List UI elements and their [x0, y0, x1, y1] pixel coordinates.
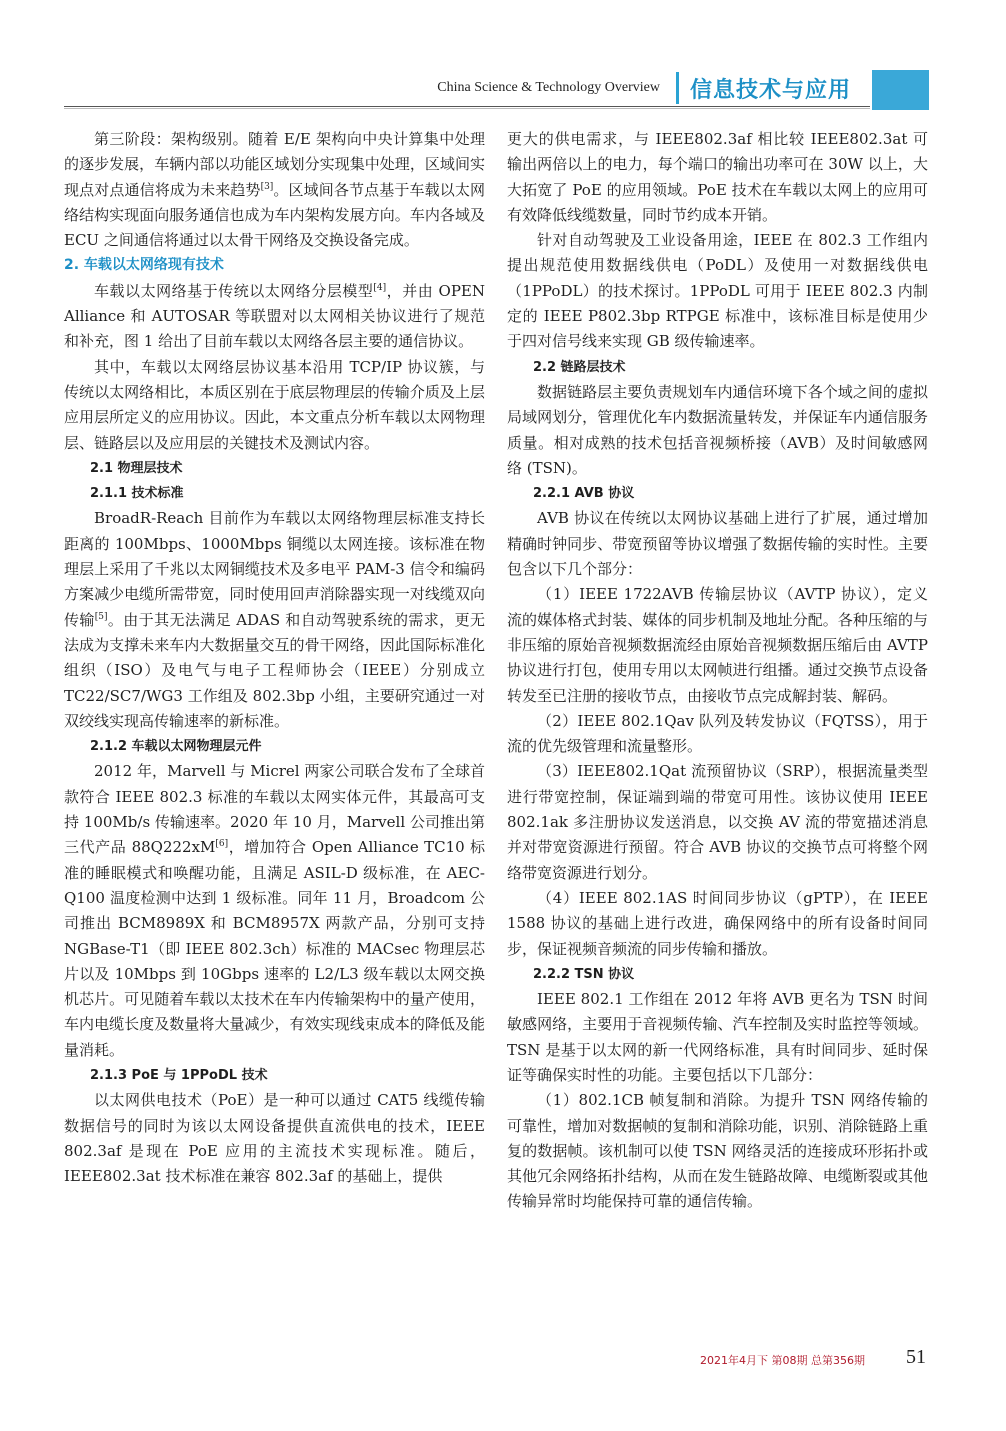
header-separator	[676, 72, 679, 104]
header-rule	[64, 106, 870, 107]
citation-ref: [4]	[373, 282, 387, 293]
right-column	[507, 127, 928, 1215]
subsection-heading: 2.1.3 PoE 与 1PPoDL 技术	[90, 1067, 268, 1083]
subsection-heading: 2.2.1 AVB 协议	[533, 486, 635, 502]
journal-title-en: China Science & Technology Overview	[437, 80, 660, 95]
paragraph	[507, 1088, 928, 1214]
paragraph	[507, 582, 928, 708]
paragraph-text: （2）IEEE 802.1Qav 队列及转发协议（FQTSS），用于流的优先级管理和流量整形。	[507, 711, 928, 756]
paragraph	[64, 506, 485, 734]
header-accent-block	[872, 70, 929, 110]
paragraph-text: 。区域间各节点基于车载以太网络结构实现面向服务通信也成为车内架构发展方向。车内各域及 ECU 之间通信将通过以太骨干网络及交换设备完成。	[64, 180, 485, 250]
paragraph-text: 第三阶段：架构级别。随着 E/E 架构向中央计算集中处理的逐步发展，车辆内部以功能区域划分实现集中处理，区域间实现点对点通信将成为未来趋势	[64, 130, 485, 199]
paragraph	[64, 127, 485, 253]
paragraph-text: ，并由 OPEN Alliance 和 AUTOSAR 等联盟对以太网相关协议进行了规范和补充，图 1 给出了目前车载以太网络各层主要的通信协议。	[64, 281, 485, 351]
paragraph	[507, 380, 928, 481]
issue-info: 2021年4月下 第08期 总第356期	[700, 1354, 865, 1367]
paragraph-text: 。由于其无法满足 ADAS 和自动驾驶系统的需求，更无法成为支撑未来车内大数据量交互的骨干网络，因此国际标准化组织（ISO）及电气与电子工程师协会（IEEE）分别成立 TC22/SC7/WG3 工作组及 802.3bp 小组，主要研究通过一对双绞线实现高传输速率的新标准。	[64, 610, 485, 730]
paragraph-text: BroadR-Reach 目前作为车载以太网络物理层标准支持长距离的 100Mbps、1000Mbps 铜缆以太网连接。该标准在物理层上采用了千兆以太网铜缆技术及多电平 PAM-3 信令和编码方案减少电缆所需带宽，同时使用回声消除器实现一对线缆双向传输	[64, 509, 485, 629]
paragraph-text: （1）802.1CB 帧复制和消除。为提升 TSN 网络传输的可靠性，增加对数据帧的复制和消除功能，识别、消除链路上重复的数据帧。该机制可以使 TSN 网络灵活的连接成环形拓扑或其他冗余网络拓扑结构，从而在发生链路故障、电缆断裂或其他传输异常时均能保持可靠的通信传输。	[507, 1091, 928, 1211]
paragraph-text: 以太网供电技术（PoE）是一种可以通过 CAT5 线缆传输数据信号的同时为该以太网设备提供直流供电的技术，IEEE 802.3af 是现在 PoE 应用的主流技术实现标准。随后，IEEE802.3at 技术标准在兼容 802.3af 的基础上，提供	[64, 1091, 485, 1186]
paragraph	[64, 279, 485, 355]
citation-ref: [3]	[260, 181, 274, 192]
paragraph-text: 数据链路层主要负责规划车内通信环境下各个域之间的虚拟局域网划分，管理优化车内数据流量转发，并保证车内通信服务质量。相对成熟的技术包括音视频桥接（AVB）及时间敏感网络 (TSN)。	[507, 382, 928, 477]
page-number: 51	[906, 1346, 926, 1368]
paragraph	[507, 886, 928, 962]
citation-ref: [6]	[215, 839, 229, 850]
paragraph-text: ，增加符合 Open Alliance TC10 标准的睡眠模式和唤醒功能，且满足 ASIL-D 级标准，在 AEC-Q100 温度检测中达到 1 级标准。同年 11 月，Broadcom 公司推出 BCM8989X 和 BCM8957X 两款产品，分别可支持 NGBase-T1（即 IEEE 802.3ch）标准的 MACsec 物理层芯片以及 10Mbps 到 10Gbps 速率的 L2/L3 级车载以太网交换机芯片。可见随着车载以太技术在车内传输架构中的量产使用，车内电缆长度及数量将大量减少，有效实现线束成本的降低及能量消耗。	[64, 838, 485, 1059]
paragraph	[507, 506, 928, 582]
citation-ref: [5]	[94, 611, 108, 622]
subsection-heading: 2.1.1 技术标准	[90, 486, 184, 502]
paragraph	[507, 759, 928, 885]
section-heading: 2. 车载以太网络现有技术	[64, 257, 224, 274]
paragraph	[507, 228, 928, 354]
paragraph	[507, 709, 928, 760]
paragraph-text: 车载以太网络基于传统以太网络分层模型	[94, 281, 374, 300]
subsection-heading: 2.2 链路层技术	[533, 359, 626, 375]
paragraph-text: （4）IEEE 802.1AS 时间同步协议（gPTP），在 IEEE 1588 协议的基础上进行改进，确保网络中的所有设备时间同步，保证视频音频流的同步传输和播放。	[507, 888, 928, 958]
paragraph	[507, 987, 928, 1088]
header-rule-thin	[64, 108, 870, 109]
paragraph-continued: 更大的供电需求，与 IEEE802.3af 相比较 IEEE802.3at 可输出两倍以上的电力，每个端口的输出功率可在 30W 以上，大大拓宽了 PoE 的应用领域。PoE 技术在车载以太网上的应用可有效降低线缆数量，同时节约成本开销。	[507, 130, 928, 224]
left-column	[64, 127, 485, 1189]
paragraph	[64, 759, 485, 1063]
paragraph-text: 其中，车载以太网络层协议基本沿用 TCP/IP 协议簇，与传统以太网络相比，本质区别在于底层物理层的传输介质及上层应用层所定义的应用协议。因此，本文重点分析车载以太网物理层、链路层以及应用层的关键技术及测试内容。	[64, 357, 485, 452]
section-title: 信息技术与应用	[690, 78, 852, 103]
subsection-heading: 2.1.2 车载以太网物理层元件	[90, 739, 262, 755]
paragraph	[64, 355, 485, 456]
paragraph-text: AVB 协议在传统以太网协议基础上进行了扩展，通过增加精确时钟同步、带宽预留等协议增强了数据传输的实时性。主要包含以下几个部分：	[507, 509, 928, 579]
paragraph-text: 针对自动驾驶及工业设备用途，IEEE 在 802.3 工作组内提出规范使用数据线供电（PoDL）及使用一对数据线供电（1PPoDL）的技术探讨。1PPoDL 可用于 IEEE 802.3 内制定的 IEEE P802.3bp RTPGE 标准中，该标准目标是使用少于四对信号线来实现 GB 级传输速率。	[507, 231, 928, 351]
paragraph-text: 2012 年，Marvell 与 Micrel 两家公司联合发布了全球首款符合 IEEE 802.3 标准的车载以太网实体元件，其最高可支持 100Mb/s 传输速率。2020 年 10 月，Marvell 公司推出第三代产品 88Q222xM	[64, 762, 485, 857]
subsection-heading: 2.2.2 TSN 协议	[533, 966, 635, 982]
paragraph-text: （3）IEEE802.1Qat 流预留协议（SRP），根据流量类型进行带宽控制，保证端到端的带宽可用性。该协议使用 IEEE 802.1ak 多注册协议发送消息，以交换 AV 流的带宽描述消息并对带宽资源进行预留。符合 AVB 协议的交换节点可将整个网络带宽资源进行划分。	[507, 762, 928, 882]
paragraph	[64, 1088, 485, 1189]
paragraph-text: IEEE 802.1 工作组在 2012 年将 AVB 更名为 TSN 时间敏感网络，主要用于音视频传输、汽车控制及实时监控等领域。TSN 是基于以太网的新一代网络标准，具有时间同步、延时保证等确保实时性的功能。主要包括以下几部分：	[507, 990, 928, 1084]
paragraph-text: （1）IEEE 1722AVB 传输层协议（AVTP 协议），定义流的媒体格式封装、媒体的同步机制及地址分配。各种压缩的与非压缩的原始音视频数据流经由原始音视频数据压缩后由 AVTP 协议进行打包，使用专用以太网帧进行组播。通过交换节点设备转发至已注册的接收节点，由接收节点完成解封装、解码。	[507, 585, 928, 705]
subsection-heading: 2.1 物理层技术	[90, 460, 183, 476]
